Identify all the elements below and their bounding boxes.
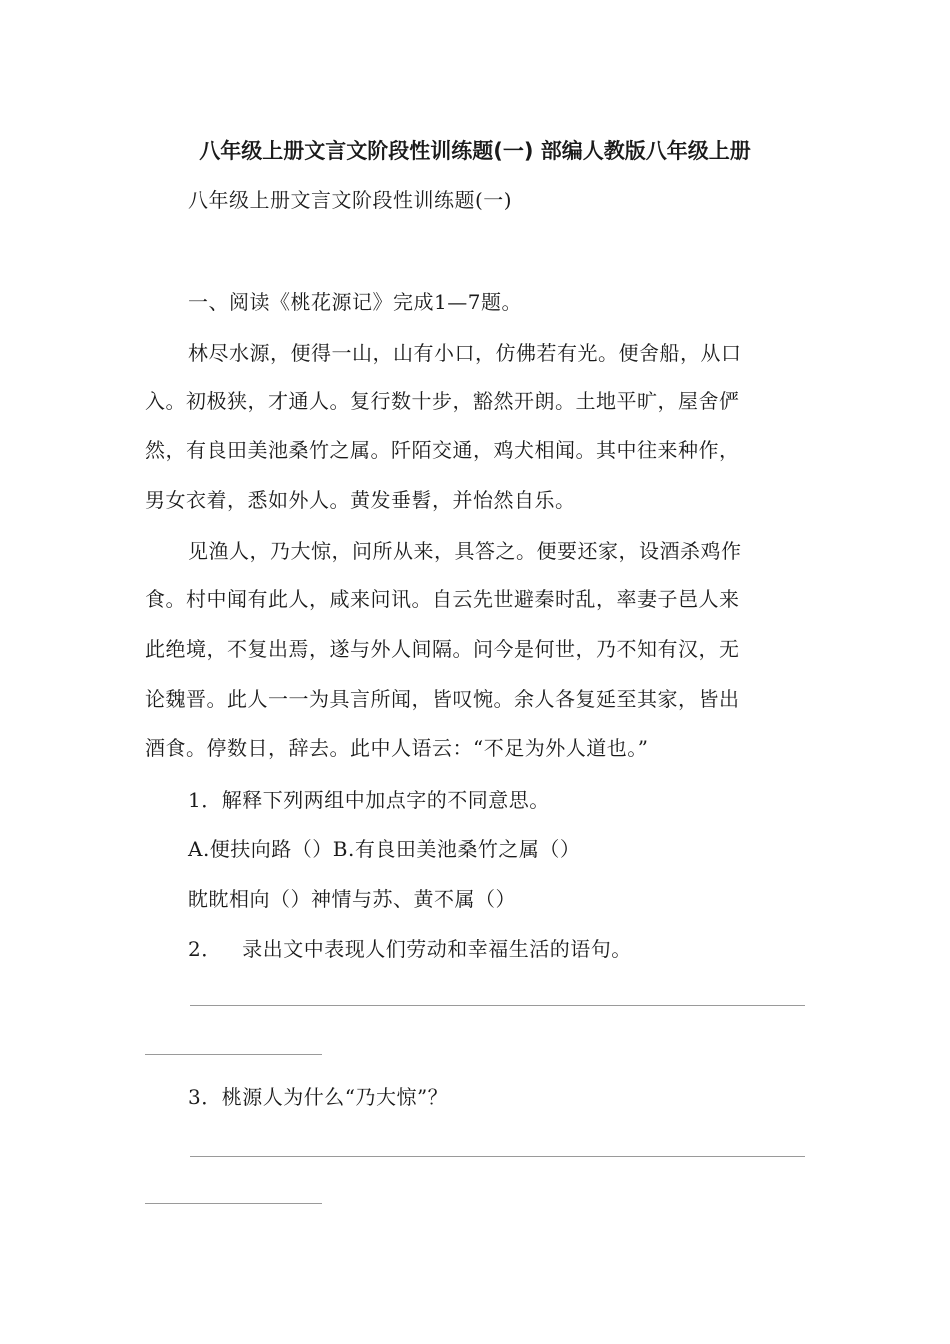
passage-line: 林尽水源，便得一山，山有小口，仿佛若有光。便舍船，从口: [188, 341, 742, 365]
answer-line: [190, 1156, 805, 1157]
question-option-line: A.便扶向路（）B.有良田美池桑竹之属（）: [188, 837, 581, 861]
passage-line: 酒食。停数日，辞去。此中人语云：“不足为外人道也。”: [145, 736, 649, 760]
passage-line: 男女衣着，悉如外人。黄发垂髫，并怡然自乐。: [145, 488, 576, 512]
question-prompt: 1．解释下列两组中加点字的不同意思。: [188, 788, 550, 812]
answer-line: [145, 1203, 322, 1204]
passage-line: 食。村中闻有此人，咸来问讯。自云先世避秦时乱，率妻子邑人来: [145, 587, 740, 611]
passage-line: 论魏晋。此人一一为具言所闻，皆叹惋。余人各复延至其家，皆出: [145, 687, 740, 711]
question-prompt: 3．桃源人为什么“乃大惊”？: [188, 1085, 449, 1109]
document-subtitle: 八年级上册文言文阶段性训练题(一): [188, 188, 513, 212]
answer-line: [145, 1054, 322, 1055]
passage-line: 然，有良田美池桑竹之属。阡陌交通，鸡犬相闻。其中往来种作，: [145, 438, 740, 462]
passage-line: 此绝境，不复出焉，遂与外人间隔。问今是何世，乃不知有汉，无: [145, 637, 740, 661]
question-option-line: 眈眈相向（）神情与苏、黄不属（）: [188, 887, 516, 911]
section-heading: 一、阅读《桃花源记》完成1—7题。: [188, 290, 522, 314]
passage-line: 见渔人，乃大惊，问所从来，具答之。便要还家，设酒杀鸡作: [188, 539, 742, 563]
question-prompt: 2． 录出文中表现人们劳动和幸福生活的语句。: [188, 937, 632, 961]
document-title: 八年级上册文言文阶段性训练题(一) 部编人教版八年级上册: [199, 139, 751, 163]
passage-line: 入。初极狭，才通人。复行数十步，豁然开朗。土地平旷，屋舍俨: [145, 389, 740, 413]
answer-line: [190, 1005, 805, 1006]
